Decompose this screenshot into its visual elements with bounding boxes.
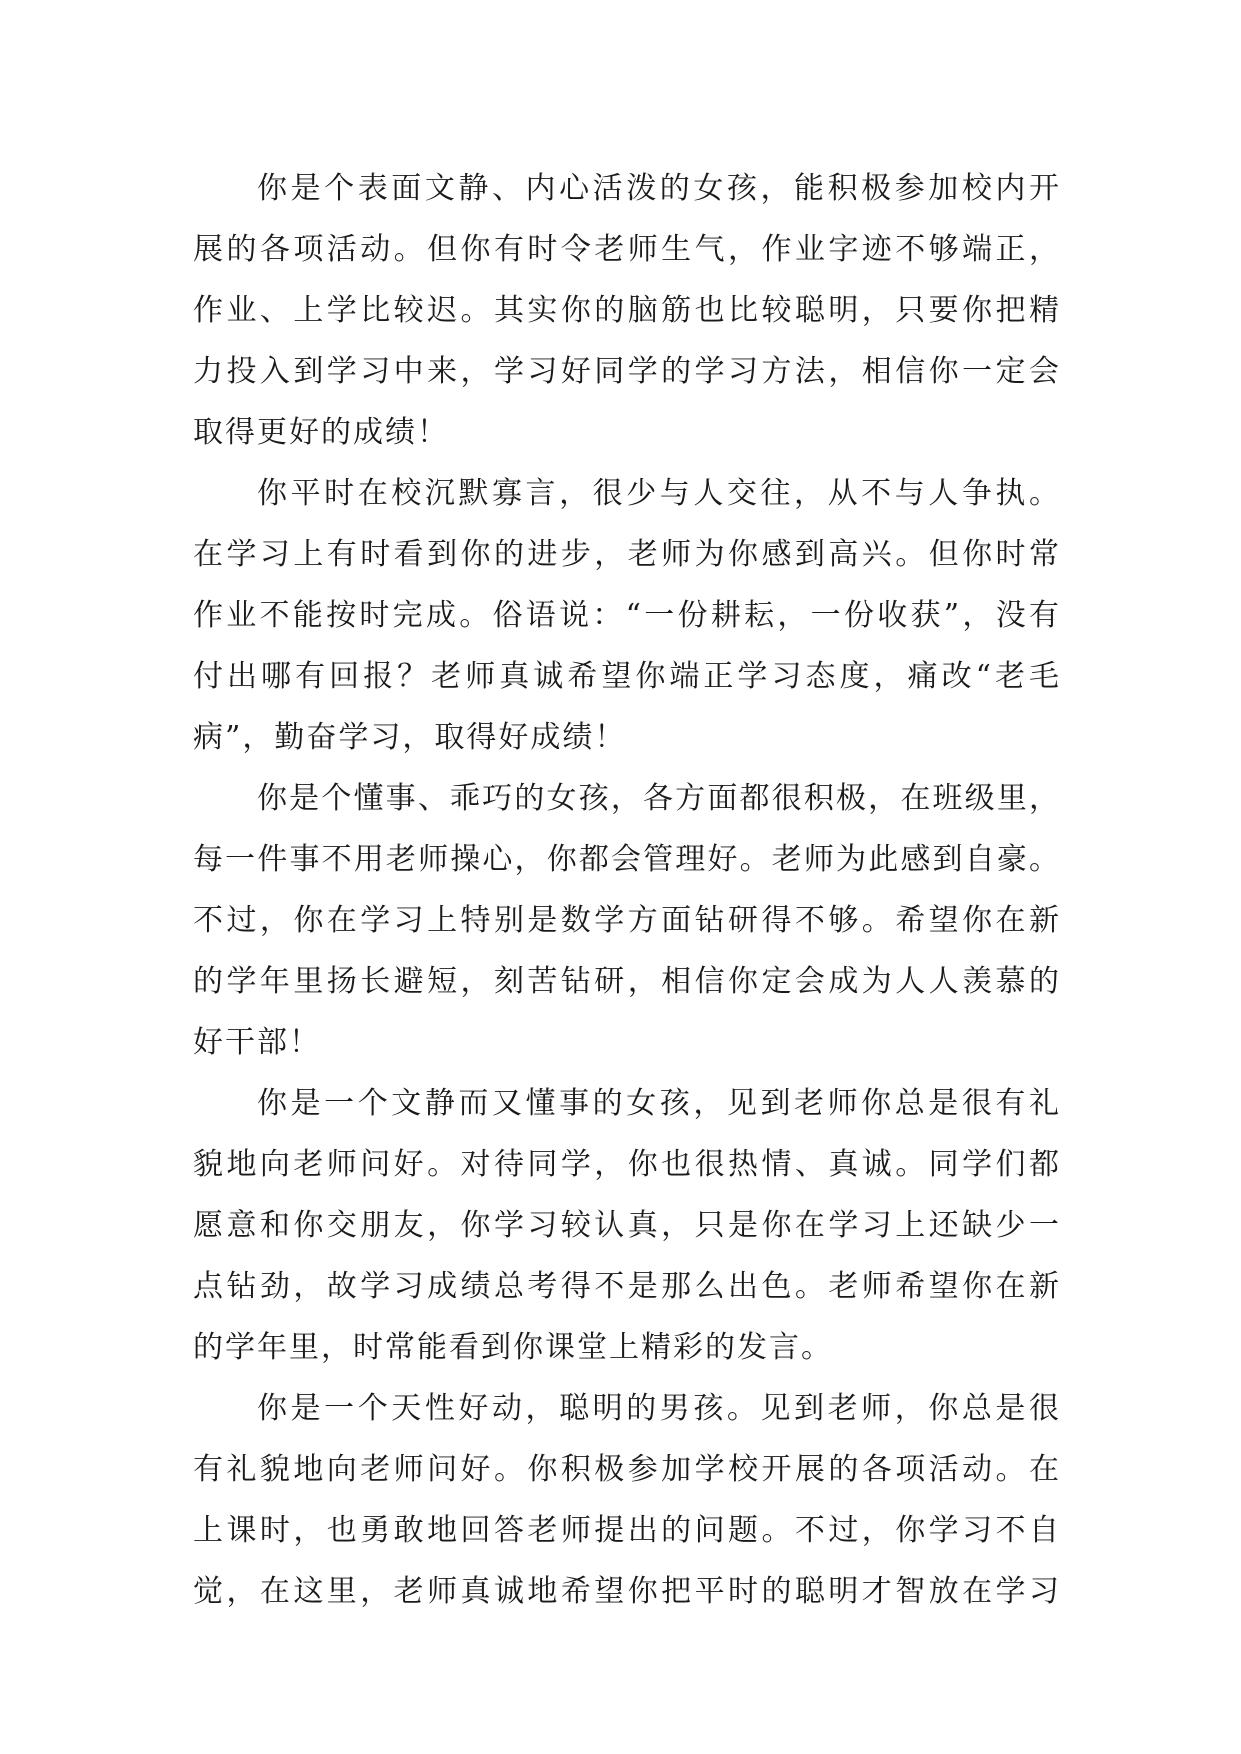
comment-paragraph-3 (193, 768, 1061, 1073)
text-line: 你是个表面文静、内心活泼的女孩，能积极参加校内开 (257, 171, 1061, 206)
document-body (193, 158, 1061, 1622)
text-line: 力投入到学习中来，学习好同学的学习方法，相信你一定会 (193, 354, 1061, 389)
text-line: 愿意和你交朋友，你学习较认真，只是你在学习上还缺少一 (193, 1208, 1061, 1243)
text-line: 有礼貌地向老师问好。你积极参加学校开展的各项活动。在 (193, 1452, 1061, 1487)
text-line: 展的各项活动。但你有时令老师生气，作业字迹不够端正， (193, 232, 1061, 267)
text-line: 病”，勤奋学习，取得好成绩！ (193, 720, 627, 755)
text-line: 好干部！ (193, 1025, 321, 1060)
comment-paragraph-4 (193, 1073, 1061, 1378)
text-line: 觉，在这里，老师真诚地希望你把平时的聪明才智放在学习 (193, 1574, 1061, 1609)
text-line: 上课时，也勇敢地回答老师提出的问题。不过，你学习不自 (193, 1513, 1061, 1548)
text-line: 你是一个文静而又懂事的女孩，见到老师你总是很有礼 (257, 1086, 1061, 1121)
text-line: 你是一个天性好动，聪明的男孩。见到老师，你总是很 (257, 1391, 1061, 1426)
text-line: 不过，你在学习上特别是数学方面钻研得不够。希望你在新 (193, 903, 1061, 938)
text-line: 点钻劲，故学习成绩总考得不是那么出色。老师希望你在新 (193, 1269, 1061, 1304)
comment-paragraph-1 (193, 158, 1061, 463)
comment-paragraph-2 (193, 463, 1061, 768)
text-line: 作业、上学比较迟。其实你的脑筋也比较聪明，只要你把精 (193, 293, 1061, 328)
text-line: 在学习上有时看到你的进步，老师为你感到高兴。但你时常 (193, 537, 1061, 572)
text-line: 的学年里扬长避短，刻苦钻研，相信你定会成为人人羡慕的 (193, 964, 1061, 999)
text-line: 每一件事不用老师操心，你都会管理好。老师为此感到自豪。 (193, 842, 1061, 877)
text-line: 付出哪有回报？老师真诚希望你端正学习态度，痛改“老毛 (193, 659, 1061, 694)
text-line: 作业不能按时完成。俗语说：“一份耕耘，一份收获”，没有 (193, 598, 1061, 633)
text-line: 你是个懂事、乖巧的女孩，各方面都很积极，在班级里， (257, 781, 1061, 816)
text-line: 取得更好的成绩！ (193, 415, 449, 450)
text-line: 貌地向老师问好。对待同学，你也很热情、真诚。同学们都 (193, 1147, 1061, 1182)
comment-paragraph-5 (193, 1378, 1061, 1622)
text-line: 的学年里，时常能看到你课堂上精彩的发言。 (193, 1330, 833, 1365)
text-line: 你平时在校沉默寡言，很少与人交往，从不与人争执。 (257, 476, 1061, 511)
